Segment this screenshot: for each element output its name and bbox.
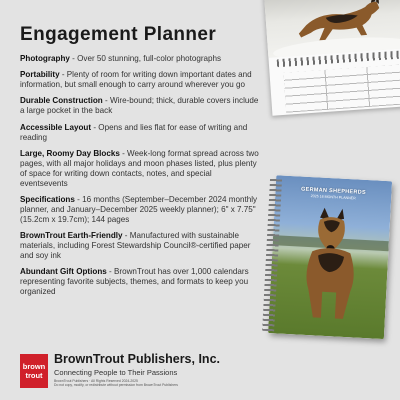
feature-text: - Manufactured with sustainable materials, including Forest Stewardship Council®-certified paper and soy ink: [20, 231, 251, 261]
feature-label: Abundant Gift Options: [20, 267, 107, 277]
page-title: Engagement Planner: [20, 24, 217, 45]
logo-line: trout: [25, 371, 43, 380]
cover-subtitle: 2025 16 MONTH PLANNER: [310, 194, 356, 201]
feature-text: - Wire-bound; thick, durable covers include a large pocket in the back: [20, 96, 259, 116]
feature-item: [20, 54, 260, 64]
feature-label: BrownTrout Earth-Friendly: [20, 231, 123, 241]
fine-print-line: Do not copy, modify, or redistribute without permission from BrownTrout Publishers: [54, 383, 178, 388]
browntrout-logo: [20, 354, 48, 388]
feature-text: - Over 50 stunning, full-color photographs: [69, 54, 222, 63]
planner-columns: [284, 64, 400, 113]
feature-text: - Week-long format spread across two pages, with all major holidays and moon phases listed, plus plenty of space for writing down contacts, notes, and special eventsevents: [20, 148, 259, 188]
feature-label: Accessible Layout: [20, 122, 92, 132]
feature-text: - 16 months (September–December 2024 monthly planner, and January–December 2025 weekly planner); 6" x 7.75" (15.2cm x 19.7cm); 144 pages: [20, 194, 258, 224]
feature-item: [20, 267, 260, 297]
publisher-tagline: Connecting People to Their Passions: [54, 368, 178, 377]
feature-item: [20, 149, 260, 189]
feature-item: [20, 96, 260, 116]
feature-text: - BrownTrout has over 1,000 calendars representing favorite subjects, themes, and formats to keep you organized: [20, 267, 249, 297]
planner-page: [264, 0, 400, 116]
feature-label: Durable Construction: [20, 96, 103, 106]
feature-label: Specifications: [20, 194, 75, 204]
feature-item: [20, 231, 260, 261]
feature-list: [20, 54, 260, 304]
logo-line: brown: [22, 362, 46, 371]
feature-label: Large, Roomy Day Blocks: [20, 148, 120, 158]
running-dog-photo: [264, 0, 400, 58]
fine-print-line: BrownTrout Publishers · All Rights Reserved 2024-2025: [54, 379, 138, 383]
publisher-name: BrownTrout Publishers, Inc.: [54, 352, 220, 366]
cover-title: GERMAN SHEPHERDS: [300, 186, 367, 196]
feature-item: [20, 70, 260, 90]
feature-item: [20, 123, 260, 143]
feature-item: [20, 195, 260, 225]
closed-planner-image: [262, 175, 392, 341]
open-planner-image: [258, 0, 400, 128]
feature-label: Portability: [20, 70, 60, 80]
feature-text: - Plenty of room for writing down important dates and information, but small enough to carry around wherever you go: [20, 70, 252, 90]
planner-cover: [268, 175, 392, 339]
feature-label: Photography: [20, 54, 70, 63]
dog-icon: [264, 0, 400, 58]
fine-print: [54, 379, 214, 388]
feature-text: - Opens and lies flat for ease of writing and reading: [20, 122, 248, 142]
